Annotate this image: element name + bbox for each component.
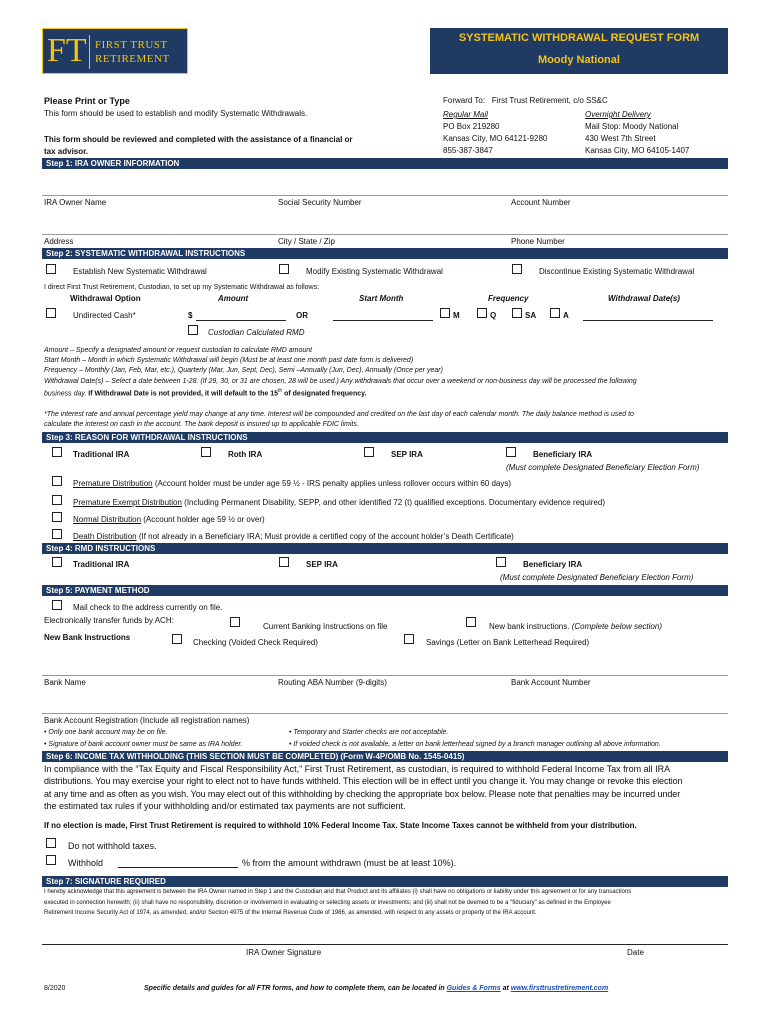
note-dates-sup: th: [277, 388, 283, 394]
note-amount: Amount – Specify a designated amount or request custodian to calculate RMD amount: [44, 347, 313, 354]
rmd-sep-checkbox[interactable]: [279, 557, 289, 567]
no-election-notice: If no election is made, First Trust Retirement is required to withhold 10% Federal Income Tax. State Income Taxes cannot be withheld from your distribution.: [44, 821, 637, 830]
withholding-para-2: distributions. You may exercise your right to elect not to have funds withheld. This election will be in effect until you change it. You may change or revoke this election: [44, 776, 683, 786]
death-distribution-row: [73, 532, 514, 542]
bullet-voided-check: • If voided check is not available, a letter on bank letterhead signed by a branch manager outlining all above information.: [289, 741, 661, 748]
form-version: 8/2020: [44, 985, 66, 992]
premature-row: [73, 479, 511, 489]
frequency-header: Frequency: [488, 294, 529, 303]
logo-letters: FT: [47, 32, 87, 69]
note-dates-2a: business day.: [44, 390, 87, 398]
form-title: SYSTEMATIC WITHDRAWAL REQUEST FORM: [458, 32, 700, 44]
regular-mail-label: Regular Mail: [443, 110, 488, 119]
modify-checkbox[interactable]: [279, 264, 289, 274]
normal-distribution-text: (Account holder age 59 ½ or over): [141, 515, 265, 524]
note-dates-1: Withdrawal Date(s) – Select a date between 1-28. (If 29, 30, or 31 are chosen, 28 will be used.) Any withdrawals that occur over a weekend or non-business day will be processed the following: [44, 378, 637, 385]
modify-label: Modify Existing Systematic Withdrawal: [306, 267, 443, 276]
direct-text: I direct First Trust Retirement, Custodian, to set up my Systematic Withdrawal as follows:: [44, 284, 320, 291]
withholding-para-1: In compliance with the “Tax Equity and Fiscal Responsibility Act,” First Trust Retirement, as custodian, is required to withhold Federal Income Tax from all IRA: [44, 764, 671, 774]
establish-label: Establish New Systematic Withdrawal: [73, 267, 207, 276]
mail-check-label: Mail check to the address currently on file.: [73, 603, 223, 612]
checking-checkbox[interactable]: [172, 634, 182, 644]
new-bank-checkbox[interactable]: [466, 617, 476, 627]
normal-distribution-label: Normal Distribution: [73, 515, 142, 524]
rmd-sep-label: SEP IRA: [306, 560, 338, 569]
regular-mail-line-1: PO Box 219280: [443, 122, 500, 131]
form-subtitle: Moody National: [538, 54, 620, 66]
rmd-beneficiary-checkbox[interactable]: [496, 557, 506, 567]
forward-to: Forward To: First Trust Retirement, c/o SS&C: [443, 96, 608, 105]
logo-divider: [89, 35, 90, 69]
note-start-month: Start Month – Month in which Systematic Withdrawal will begin (Must be at least one month past date form is delivered): [44, 357, 414, 364]
overnight-line-3: Kansas City, MO 64105-1407: [585, 146, 690, 155]
premature-label: Premature Distribution: [73, 479, 153, 488]
step4-header: Step 4: RMD INSTRUCTIONS: [42, 543, 728, 554]
overnight-line-2: 430 West 7th Street: [585, 134, 656, 143]
bank-name-field[interactable]: [42, 675, 728, 676]
logo-line-1: FIRST TRUST: [95, 39, 168, 51]
roth-ira-label: Roth IRA: [228, 450, 263, 459]
print-instruction: Please Print or Type: [44, 96, 130, 106]
frequency-annual-checkbox[interactable]: [550, 308, 560, 318]
logo-line-2: RETIREMENT: [95, 53, 170, 65]
withdrawal-option-header: Withdrawal Option: [70, 294, 141, 303]
beneficiary-ira-checkbox[interactable]: [506, 447, 516, 457]
sep-ira-checkbox[interactable]: [364, 447, 374, 457]
rmd-beneficiary-note: (Must complete Designated Beneficiary Election Form): [500, 573, 694, 582]
bullet-temporary-checks: • Temporary and Starter checks are not acceptable.: [289, 729, 449, 736]
frequency-semiannual-label: SA: [525, 311, 537, 320]
roth-ira-checkbox[interactable]: [201, 447, 211, 457]
regular-mail-phone: 855-387-3847: [443, 146, 493, 155]
new-bank-row: [489, 622, 662, 632]
bank-name-label: Bank Name: [44, 678, 86, 687]
footer-at: at: [500, 985, 511, 992]
first-trust-logo: [42, 28, 188, 74]
or-label: OR: [296, 311, 308, 320]
rmd-label: Custodian Calculated RMD: [208, 328, 305, 337]
signature-label: IRA Owner Signature: [246, 948, 322, 957]
footer-guides-text: Specific details and guides for all FTR forms, and how to complete them, can be located in: [144, 985, 447, 992]
premature-exempt-checkbox[interactable]: [52, 495, 62, 505]
amount-field[interactable]: [196, 320, 286, 321]
guides-forms-link[interactable]: Guides & Forms: [446, 985, 501, 992]
step5-header: Step 5: PAYMENT METHOD: [42, 585, 728, 596]
death-distribution-label: Death Distribution: [73, 532, 137, 541]
rmd-traditional-checkbox[interactable]: [52, 557, 62, 567]
current-bank-label: Current Banking Instructions on file: [263, 622, 388, 631]
traditional-ira-checkbox[interactable]: [52, 447, 62, 457]
premature-exempt-label: Premature Exempt Distribution: [73, 498, 182, 507]
ira-owner-name-label: IRA Owner Name: [44, 198, 107, 207]
date-label: Date: [627, 948, 644, 957]
step3-header: Step 3: REASON FOR WITHDRAWAL INSTRUCTIONS: [42, 432, 728, 443]
withdrawal-dates-header: Withdrawal Date(s): [608, 294, 680, 303]
savings-label: Savings (Letter on Bank Letterhead Required): [426, 638, 590, 647]
regular-mail-line-2: Kansas City, MO 64121-9280: [443, 134, 548, 143]
withhold-checkbox[interactable]: [46, 855, 56, 865]
premature-exempt-row: [73, 498, 605, 508]
withhold-percent-field[interactable]: [118, 867, 238, 868]
dollar-sign: $: [188, 311, 193, 320]
address-field[interactable]: [42, 234, 728, 235]
signature-field[interactable]: [42, 944, 728, 945]
note-dates-2: [44, 387, 366, 398]
registration-label: Bank Account Registration (Include all registration names): [44, 716, 250, 725]
overnight-label: Overnight Delivery: [585, 110, 651, 119]
premature-text: (Account holder must be under age 59 ½ - IRS penalty applies unless rollover occurs within 60 days): [152, 479, 512, 488]
frequency-quarterly-checkbox[interactable]: [477, 308, 487, 318]
overnight-line-1: Mail Stop: Moody National: [585, 122, 679, 131]
beneficiary-note: (Must complete Designated Beneficiary Election Form): [506, 463, 700, 472]
bank-account-label: Bank Account Number: [511, 678, 591, 687]
beneficiary-ira-label: Beneficiary IRA: [533, 450, 593, 459]
acknowledgement-3: Retirement Income Security Act of 1974, as amended, and/or Section 4975 of the Internal Revenue Code of 1986, as amended, with respect to any assets or property of the IRA account.: [44, 910, 537, 916]
bullet-one-account: • Only one bank account may be on file.: [44, 729, 168, 736]
undirected-cash-checkbox[interactable]: [46, 308, 56, 318]
undirected-cash-label: Undirected Cash*: [73, 311, 136, 320]
registration-field[interactable]: [42, 713, 728, 714]
discontinue-checkbox[interactable]: [512, 264, 522, 274]
new-bank-label: New bank instructions.: [489, 622, 570, 631]
step2-header: Step 2: SYSTEMATIC WITHDRAWAL INSTRUCTIONS: [42, 248, 728, 259]
interest-note-1: *The interest rate and annual percentage yield may change at any time. Interest will be compounded and credited on the last day of each calendar month. The daily balance method is used to: [44, 411, 634, 418]
new-bank-instructions-label: New Bank Instructions: [44, 633, 131, 642]
withhold-label: Withhold: [68, 858, 104, 868]
note-dates-2b: If Withdrawal Date is not provided, it will default to the 15: [88, 390, 278, 398]
review-text-1: This form should be reviewed and completed with the assistance of a financial or: [44, 135, 353, 144]
step6-header: Step 6: INCOME TAX WITHHOLDING (THIS SECTION MUST BE COMPLETED) (Form W-4P/OMB No. 1545-0415): [42, 751, 728, 762]
ach-label: Electronically transfer funds by ACH:: [44, 616, 174, 625]
normal-distribution-row: [73, 515, 265, 525]
review-text-2: tax advisor.: [44, 147, 89, 156]
phone-label: Phone Number: [511, 237, 565, 246]
withholding-para-3: at any time and as often as you wish. You may elect out of this withholding by checking the appropriate box below. Please note that penalties may be incurred under: [44, 789, 681, 799]
address-label: Address: [44, 237, 74, 246]
form-header: [430, 28, 728, 74]
step7-header: Step 7: SIGNATURE REQUIRED: [42, 876, 728, 887]
withholding-para-4: the estimated tax rules if your withholding and/or estimated tax payments are not sufficient.: [44, 801, 406, 811]
premature-checkbox[interactable]: [52, 476, 62, 486]
rmd-traditional-label: Traditional IRA: [73, 560, 130, 569]
account-number-label: Account Number: [511, 198, 571, 207]
frequency-monthly-label: M: [453, 311, 460, 320]
frequency-annual-label: A: [563, 311, 569, 320]
death-distribution-text: (If not already in a Beneficiary IRA; Must provide a certified copy of the account holder’s Death Certificate): [136, 532, 514, 541]
death-distribution-checkbox[interactable]: [52, 529, 62, 539]
bullet-signature: • Signature of bank account owner must be same as IRA holder.: [44, 741, 243, 748]
premature-exempt-text: (Including Permanent Disability, SEPP, and other identified 72 (t) qualified exceptions. Documentary evidence required): [181, 498, 605, 507]
frequency-semiannual-checkbox[interactable]: [512, 308, 522, 318]
rmd-beneficiary-label: Beneficiary IRA: [523, 560, 583, 569]
withhold-percent-text: % from the amount withdrawn (must be at least 10%).: [242, 858, 457, 868]
do-not-withhold-label: Do not withhold taxes.: [68, 841, 157, 851]
withdrawal-dates-field[interactable]: [583, 320, 713, 321]
establish-checkbox[interactable]: [46, 264, 56, 274]
mail-check-checkbox[interactable]: [52, 600, 62, 610]
current-bank-checkbox[interactable]: [230, 617, 240, 627]
start-month-header: Start Month: [359, 294, 404, 303]
interest-note-2: calculate the interest on cash in the account. The bank deposit is insured up to applicable FDIC limits.: [44, 421, 359, 428]
step1-header: Step 1: IRA OWNER INFORMATION: [42, 158, 728, 169]
ssn-label: Social Security Number: [278, 198, 362, 207]
note-dates-2c: of designated frequency.: [284, 390, 367, 398]
frequency-quarterly-label: Q: [490, 311, 497, 320]
traditional-ira-label: Traditional IRA: [73, 450, 130, 459]
sep-ira-label: SEP IRA: [391, 450, 423, 459]
website-link[interactable]: www.firsttrustretirement.com: [510, 985, 609, 992]
owner-name-field[interactable]: [42, 195, 728, 196]
footer-text: [144, 984, 608, 993]
savings-checkbox[interactable]: [404, 634, 414, 644]
frequency-monthly-checkbox[interactable]: [440, 308, 450, 318]
new-bank-note: (Complete below section): [571, 622, 662, 631]
amount-header: Amount: [218, 294, 249, 303]
note-frequency: Frequency – Monthly (Jan, Feb, Mar, etc.), Quarterly (Mar, Jun, Sept, Dec), Semi –Annually (Jun, Dec), Annually (Once per year): [44, 367, 443, 374]
checking-label: Checking (Voided Check Required): [193, 638, 318, 647]
do-not-withhold-checkbox[interactable]: [46, 838, 56, 848]
start-month-field[interactable]: [333, 320, 433, 321]
routing-label: Routing ABA Number (9-digits): [278, 678, 387, 687]
acknowledgement-2: executed in connection herewith; (ii) shall have no responsibility, discretion or involvement in evaluating or selecting assets or investments; and (iii) shall not be deemed to be a "fiduciary" as defined in the Employee: [44, 900, 611, 906]
acknowledgement-1: I hereby acknowledge that this agreement is between the IRA Owner named in Step 1 and the Custodian and that Product and its affiliates (i) shall have no obligations or liability under this agreement or for any transactions: [44, 889, 632, 895]
normal-distribution-checkbox[interactable]: [52, 512, 62, 522]
purpose-text: This form should be used to establish and modify Systematic Withdrawals.: [44, 109, 308, 118]
city-state-zip-label: City / State / Zip: [278, 237, 335, 246]
rmd-checkbox[interactable]: [188, 325, 198, 335]
discontinue-label: Discontinue Existing Systematic Withdrawal: [539, 267, 695, 276]
